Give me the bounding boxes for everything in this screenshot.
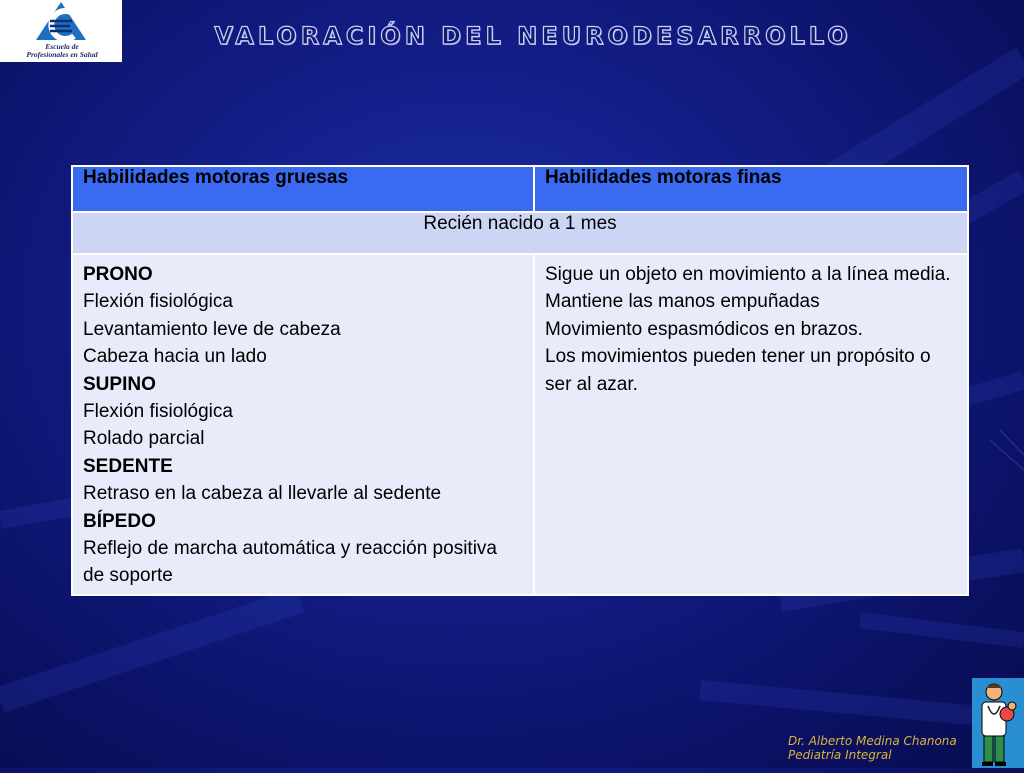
logo-text-line-2: Profesionales en Salud [26, 50, 98, 59]
list-item: Los movimientos pueden tener un propósito o ser al azar. [545, 346, 931, 395]
table-header-row [72, 166, 968, 212]
header-gross-motor: Habilidades motoras gruesas [72, 166, 534, 212]
list-item: Sigue un objeto en movimiento a la línea media. [545, 264, 951, 285]
footer-credit [788, 734, 968, 762]
page-title: VALORACIÓN DEL NEURODESARROLLO [214, 22, 852, 50]
list-item: Flexión fisiológica [83, 291, 233, 313]
table-body-row [72, 254, 968, 595]
age-range: Recién nacido a 1 mes [72, 212, 968, 254]
list-item: Retraso en la cabeza al llevarle al sedente [83, 483, 442, 505]
footer-author: Dr. Alberto Medina Chanona [788, 734, 957, 748]
list-item: Levantamiento leve de cabeza [83, 318, 341, 340]
list-item: Flexión fisiológica [83, 401, 233, 423]
position-heading: BÍPEDO [83, 510, 156, 532]
doctor-with-baby-icon [972, 678, 1024, 768]
list-item: Cabeza hacia un lado [83, 346, 267, 368]
list-item: Mantiene las manos empuñadas [545, 291, 820, 313]
footer-subtitle: Pediatría Integral [788, 748, 892, 762]
header-fine-motor: Habilidades motoras finas [534, 166, 968, 212]
logo-text-line-1: Escuela de [45, 42, 79, 51]
fine-motor-cell [534, 254, 968, 595]
list-item: Movimiento espasmódicos en brazos. [545, 318, 863, 340]
position-heading: PRONO [83, 264, 153, 285]
position-heading: SEDENTE [83, 455, 173, 477]
position-heading: SUPINO [83, 373, 156, 395]
list-item: Rolado parcial [83, 428, 205, 450]
age-range-row [72, 212, 968, 254]
motor-skills-table [71, 165, 969, 596]
doctor-clipart [972, 678, 1024, 768]
list-item: Reflejo de marcha automática y reacción positiva de soporte [83, 538, 497, 587]
school-logo [0, 0, 122, 62]
gross-motor-cell [72, 254, 534, 595]
